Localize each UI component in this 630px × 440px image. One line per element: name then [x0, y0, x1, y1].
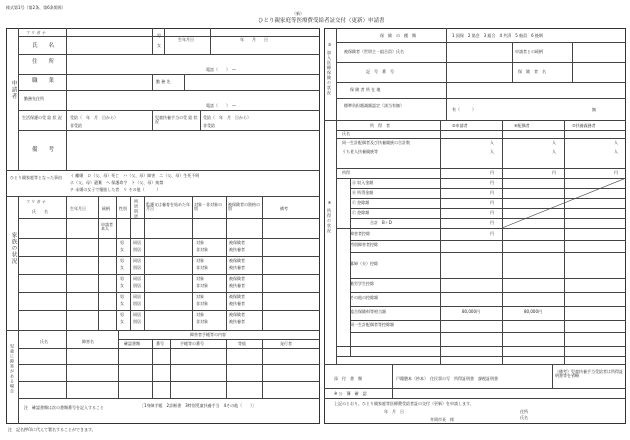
disability-section-label: 児童に障害がある場合: [10, 344, 15, 394]
elderly-spouse: 人: [552, 149, 556, 154]
fam-row-1-nontarget[interactable]: 非対象: [196, 247, 208, 252]
ins-addr-label: 保 険 者 所 在 地: [350, 87, 381, 92]
child-allow-not-received[interactable]: 非受給: [203, 123, 215, 128]
col-income-label: 所 得 者: [370, 123, 390, 128]
row-total: 総合保険料等相当額: [350, 309, 386, 314]
fam-row-2-dependent[interactable]: 被扶養者: [229, 265, 245, 270]
row-dependents-count: 同一生計配偶者及び扶養親族の合計数: [342, 140, 410, 145]
elderly-applicant: 人: [490, 149, 494, 154]
fam-row-4-insured[interactable]: 被保険者: [229, 294, 245, 299]
fam-row-2-female[interactable]: 女: [120, 265, 124, 270]
row-working-student: 勤労学生控除: [350, 281, 374, 286]
declare-addr: 住所: [520, 409, 528, 414]
fam-col-remarks: 備考: [280, 206, 288, 211]
fam-row-5-target[interactable]: 対象: [196, 312, 204, 317]
fam-col-start: 監護又は養育を始めた年月日: [146, 202, 190, 211]
fam-col-target: 対象・非対象の別: [194, 202, 222, 211]
sex-male[interactable]: 男: [157, 33, 161, 38]
disab-col-book: 障害者手帳等の内容: [190, 332, 226, 337]
attach-items[interactable]: 戸籍謄本（抄本） 住民票の写 所得証明書 課税証明書: [396, 376, 498, 381]
name-label: 氏 名: [32, 43, 55, 49]
reasons-row-2[interactable]: ホ（父、母）遺棄 ヘ 保護命令 ト（父、母）拘禁: [70, 180, 164, 185]
fam-row-1-dependent[interactable]: 被扶養者: [229, 247, 245, 252]
fam-row-1-female[interactable]: 女: [120, 247, 124, 252]
fam-row-4-sep[interactable]: 別居: [133, 301, 141, 306]
job-label: 職 業: [32, 78, 55, 84]
fam-row-4-dependent[interactable]: 被扶養者: [229, 301, 245, 306]
diagonal-slash: [502, 178, 626, 228]
mayor: 井岡市長 様: [430, 417, 454, 422]
declare-sign: 氏名: [520, 415, 528, 420]
c2-yen: 円: [490, 210, 494, 215]
workplace-label: 勤 務 先: [156, 79, 171, 84]
income-applicant-yen: 円: [490, 170, 494, 175]
deduct-yen: 円: [490, 231, 494, 236]
disab-sub-booknum: 手帳等の番号: [180, 341, 204, 346]
row-widow: 寡婦（夫）控除: [350, 261, 378, 266]
remarks-label: 備 考: [32, 147, 55, 153]
fam-row-4-target[interactable]: 対象: [196, 294, 204, 299]
count-dep: 人: [614, 140, 618, 145]
row-c: Ⓒ 控除額: [352, 200, 370, 205]
fam-row-1-target[interactable]: 対象: [196, 240, 204, 245]
fam-row-3-sep[interactable]: 別居: [133, 283, 141, 288]
fam-row-3-dependent[interactable]: 被扶養者: [229, 283, 245, 288]
fam-row-2-sep[interactable]: 別居: [133, 265, 141, 270]
disab-sub-doc: 確認書類: [124, 341, 140, 346]
public-check-label: ※ 公 簿 確 認: [334, 391, 367, 396]
work-phone: 電話（ ） ―: [206, 103, 236, 108]
declare-ymd: 年 月 日: [384, 409, 404, 414]
welfare-label: 生活保護の受 給 状 況: [22, 115, 62, 120]
ins-kind-options[interactable]: 1 国保 2 協会 3 組合 4 共済 5 船員 6 後期: [452, 33, 543, 38]
ins-kind-label: 保 険 の 種 類: [380, 33, 416, 38]
reason-label: ひとり親家庭等となった事由: [10, 175, 62, 180]
applicant-self: 申請者本人: [101, 222, 113, 231]
row-calc: 同一生計配偶者等控除額: [350, 322, 394, 327]
row-a: Ⓐ 収入金額: [352, 180, 374, 185]
child-allow-label: 児童扶養手当の受 給 状 況: [155, 115, 198, 124]
reasons-row-1[interactable]: イ 離婚 ロ（父、母）死亡 ハ（父、母）障害 ニ（父、母）生死不明: [70, 173, 200, 178]
welfare-received[interactable]: 受給（ 年 月 日から）: [70, 115, 118, 120]
form-code: 様式第1号（第2条、第6条関係）: [6, 5, 66, 10]
fam-row-5-sep[interactable]: 別居: [133, 319, 141, 324]
fam-row-1-insured[interactable]: 被保険者: [229, 240, 245, 245]
col-dependents: ⑦扶養義務者: [572, 123, 596, 128]
fam-row-4-nontarget[interactable]: 非対象: [196, 301, 208, 306]
fam-row-3-insured[interactable]: 被保険者: [229, 276, 245, 281]
fam-row-5-female[interactable]: 女: [120, 319, 124, 324]
row-d: 合計 B＋D: [370, 220, 392, 225]
fam-row-3-target[interactable]: 対象: [196, 276, 204, 281]
ins-person-label: 保 険 者 名: [518, 69, 546, 74]
disab-col-name: 氏名: [40, 339, 48, 344]
fam-row-2-same[interactable]: 同居: [133, 258, 141, 263]
birth-ymd: 年 月 日: [240, 37, 268, 42]
fam-col-relation: 続柄: [102, 206, 110, 211]
amount-applicant: 80,000円: [462, 309, 480, 314]
fam-row-1-male[interactable]: 男: [120, 240, 124, 245]
insurance-section-label: ③ 加入医療保険の状況: [327, 42, 332, 96]
fam-row-5-male[interactable]: 男: [120, 312, 124, 317]
fam-row-2-target[interactable]: 対象: [196, 258, 204, 263]
row-c2: Ⓒ 控除額: [352, 210, 370, 215]
row-special: 特別障害者控除: [350, 242, 378, 247]
count-applicant: 人: [490, 140, 494, 145]
work-address-label: 勤務先住所: [24, 96, 44, 101]
fam-col-birth: 生年月日: [70, 206, 86, 211]
fam-row-3-nontarget[interactable]: 非対象: [196, 283, 208, 288]
disab-sub-num: 番号: [156, 341, 164, 346]
reasons-row-3[interactable]: チ 未婚の女子で懐胎した者 リ その他（ ）: [70, 187, 161, 192]
row-elderly: うち老人扶養親族等: [342, 149, 378, 154]
b-yen: 円: [490, 190, 494, 195]
a-yen: 円: [490, 180, 494, 185]
family-section-label: 家族の状況: [10, 232, 17, 265]
disab-sub-grade: 等級: [238, 341, 246, 346]
confirm-items-1: ［1身障手帳 2診断書 3特別児童扶養手当 4その他（ ）］: [140, 403, 257, 408]
family-furigana: フ リ ガ ナ: [26, 199, 46, 204]
fam-row-3-female[interactable]: 女: [120, 283, 124, 288]
col-applicant: ⑤申請者: [452, 123, 468, 128]
row-deduct: 障害者控除: [350, 231, 370, 236]
fam-row-5-dependent[interactable]: 被扶養者: [229, 319, 245, 324]
footer-note: 注 記名押印に代えて署名することができます。: [8, 427, 96, 432]
fam-row-4-same[interactable]: 同居: [133, 294, 141, 299]
disab-col-type: 障害名: [82, 339, 94, 344]
col-spouse: ⑥配偶者: [514, 123, 530, 128]
elderly-dep: 人: [614, 149, 618, 154]
std-label: 標準負担額減額認定（該当有無）: [344, 103, 404, 108]
child-allow-received[interactable]: 受給（ 年 月 日から）: [203, 115, 251, 120]
confirm-note: 注 確認書類は次の書類番号を記入すること: [24, 405, 104, 410]
row-name: 氏名: [342, 131, 350, 136]
attach-label: 添 付 書 類: [334, 376, 362, 381]
attach-remark: （備考）児童扶養手当受給者は所得証明書等を省略: [555, 369, 623, 378]
income-section-label: ④ 所得の状況: [327, 200, 332, 234]
symbol-num-label: 記 号 番 号: [366, 69, 394, 74]
insured-name-label: 被保険者（世帯主・組合員）氏名: [344, 49, 404, 54]
row-other-deduct: その他の控除額: [350, 295, 378, 300]
d-yen: 円: [490, 220, 494, 225]
new-mark: （新）: [292, 11, 304, 16]
income-spouse-yen: 円: [552, 170, 556, 175]
fam-row-1-same[interactable]: 同居: [133, 240, 141, 245]
fam-col-cohabit: 同居別居: [134, 199, 139, 219]
fam-row-4-male[interactable]: 男: [120, 294, 124, 299]
row-income: 所得: [342, 170, 350, 175]
income-dep-yen: 円: [614, 170, 618, 175]
count-spouse: 人: [552, 140, 556, 145]
form-title: ひとり親家庭等医療費受給者証交付（更新）申請書: [258, 18, 385, 24]
c-yen: 円: [490, 200, 494, 205]
row-b: Ⓑ 所得金額: [352, 190, 374, 195]
fam-row-5-nontarget[interactable]: 非対象: [196, 319, 208, 324]
fam-row-4-female[interactable]: 女: [120, 301, 124, 306]
fam-row-1-sep[interactable]: 別居: [133, 247, 141, 252]
std-no[interactable]: 無: [592, 107, 596, 112]
disab-sub-issuer: 発行者: [280, 341, 292, 346]
fam-row-5-same[interactable]: 同居: [133, 312, 141, 317]
relation-label: 申請者との続柄: [515, 49, 543, 54]
address-phone: 電話（ ） ―: [206, 67, 236, 72]
fam-row-2-insured[interactable]: 被保険者: [229, 258, 245, 263]
applicant-section-label: 申請者: [10, 80, 17, 100]
fam-row-5-insured[interactable]: 被保険者: [229, 312, 245, 317]
sex-female[interactable]: 女: [157, 43, 161, 48]
welfare-not-received[interactable]: 非受給: [70, 123, 82, 128]
furigana-label: フ リ ガ ナ: [26, 30, 46, 35]
fam-row-3-same[interactable]: 同居: [133, 276, 141, 281]
amount-spouse: 80,000円: [524, 309, 542, 314]
fam-row-2-male[interactable]: 男: [120, 258, 124, 263]
birth-label: 生年月日: [178, 37, 194, 42]
address-label: 住 所: [32, 59, 55, 65]
fam-row-3-male[interactable]: 男: [120, 276, 124, 281]
declare-text: 上記のとおり、ひとり親家庭等医療費受給者証の交付（更新）を申請します。: [334, 401, 474, 406]
fam-col-sex: 性別: [119, 206, 127, 211]
std-yes[interactable]: 有（ ）: [452, 107, 476, 112]
family-name-label: 氏 名: [32, 209, 48, 214]
fam-row-2-nontarget[interactable]: 非対象: [196, 265, 208, 270]
fam-col-insured: 被保険者の資格の別: [228, 202, 260, 211]
